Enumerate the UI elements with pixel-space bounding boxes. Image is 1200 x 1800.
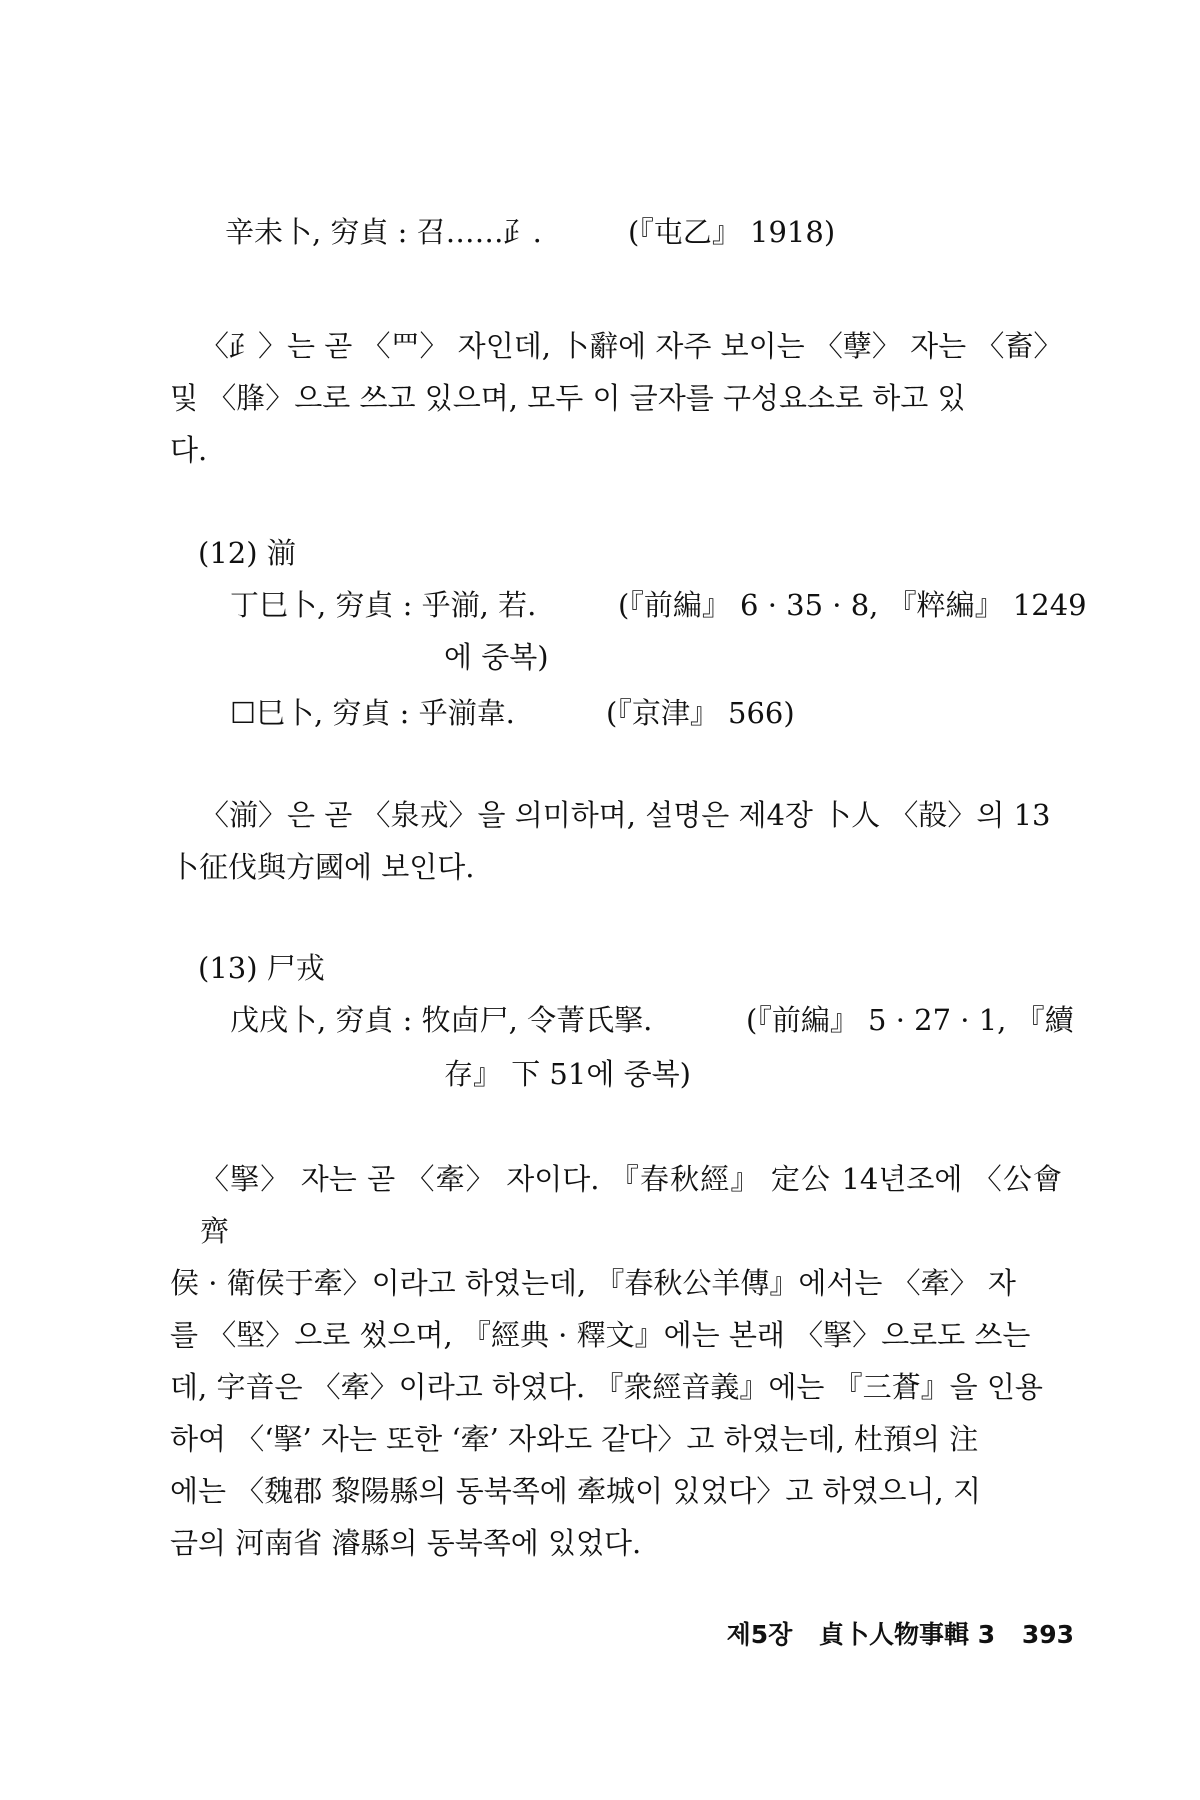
example-text: 戊戌卜, 穷貞 : 牧㔽尸, 令菁氏掔. [230, 1003, 653, 1037]
example-line [230, 1000, 652, 1040]
source-citation: (『屯乙』 1918) [628, 215, 836, 249]
source-citation: (『京津』 566) [606, 696, 795, 730]
paragraph-line: 및 〈䏺〉으로 쓰고 있으며, 모두 이 글자를 구성요소로 하고 있 [170, 381, 966, 415]
page-footer [727, 1617, 1074, 1653]
example-text: ☐巳卜, 穷貞 : 乎湔韋. [230, 696, 515, 730]
source-citation: (『前編』 5 · 27 · 1, 『續 [746, 1003, 1074, 1037]
example-line [225, 212, 542, 252]
paragraph-line: 다. [170, 433, 208, 467]
example-text: 辛未卜, 穷貞 : 召……⺪. [225, 215, 542, 249]
example-text: 丁巳卜, 穷貞 : 乎湔, 若. [230, 588, 537, 622]
paragraph-line: 侯 · 衛侯于牽〉이라고 하였는데, 『春秋公羊傳』에서는 〈牽〉 자 [170, 1266, 1016, 1300]
running-title: 貞卜人物事輯 3 [818, 1620, 996, 1649]
commentary-paragraph [170, 320, 1062, 476]
paragraph-line: 데, 字音은 〈牽〉이라고 하였다. 『衆經音義』에는 『三蒼』을 인용 [170, 1370, 1043, 1404]
source-citation-continued: 에 중복) [444, 640, 549, 674]
source-citation: (『前編』 6 · 35 · 8, 『粹編』 1249 [618, 588, 1087, 622]
commentary-paragraph [170, 789, 1062, 893]
paragraph-line: 〈掔〉 자는 곧 〈牽〉 자이다. 『春秋經』 定公 14년조에 〈公會齊 [200, 1162, 1062, 1248]
paragraph-line: 〈湔〉은 곧 〈泉戎〉을 의미하며, 설명은 제4장 卜人 〈㱿〉의 13 [200, 798, 1051, 832]
source-citation-continued: 存』 下 51에 중복) [444, 1057, 691, 1091]
paragraph-line: 를 〈堅〉으로 썼으며, 『經典 · 釋文』에는 본래 〈掔〉으로도 쓰는 [170, 1318, 1031, 1352]
section-heading: (12) 湔 [198, 536, 296, 570]
example-line [230, 585, 536, 625]
page-number: 393 [1021, 1620, 1074, 1649]
example-line [230, 693, 515, 733]
paragraph-line: 卜征伐與方國에 보인다. [170, 850, 475, 884]
chapter-label: 제5장 [726, 1620, 793, 1649]
paragraph-line: 금의 河南省 濬縣의 동북쪽에 있었다. [170, 1526, 642, 1560]
paragraph-line: 에는 〈魏郡 黎陽縣의 동북쪽에 牽城이 있었다〉고 하였으니, 지 [170, 1474, 981, 1508]
paragraph-line: 하여 〈‘掔’ 자는 또한 ‘牽’ 자와도 같다〉고 하였는데, 杜預의 注 [170, 1422, 979, 1456]
commentary-paragraph [170, 1153, 1062, 1569]
section-heading: (13) 尸戎 [198, 951, 325, 985]
paragraph-line: 〈⺪〉는 곧 〈⺫〉 자인데, 卜辭에 자주 보이는 〈孽〉 자는 〈畜〉 [200, 329, 1063, 363]
